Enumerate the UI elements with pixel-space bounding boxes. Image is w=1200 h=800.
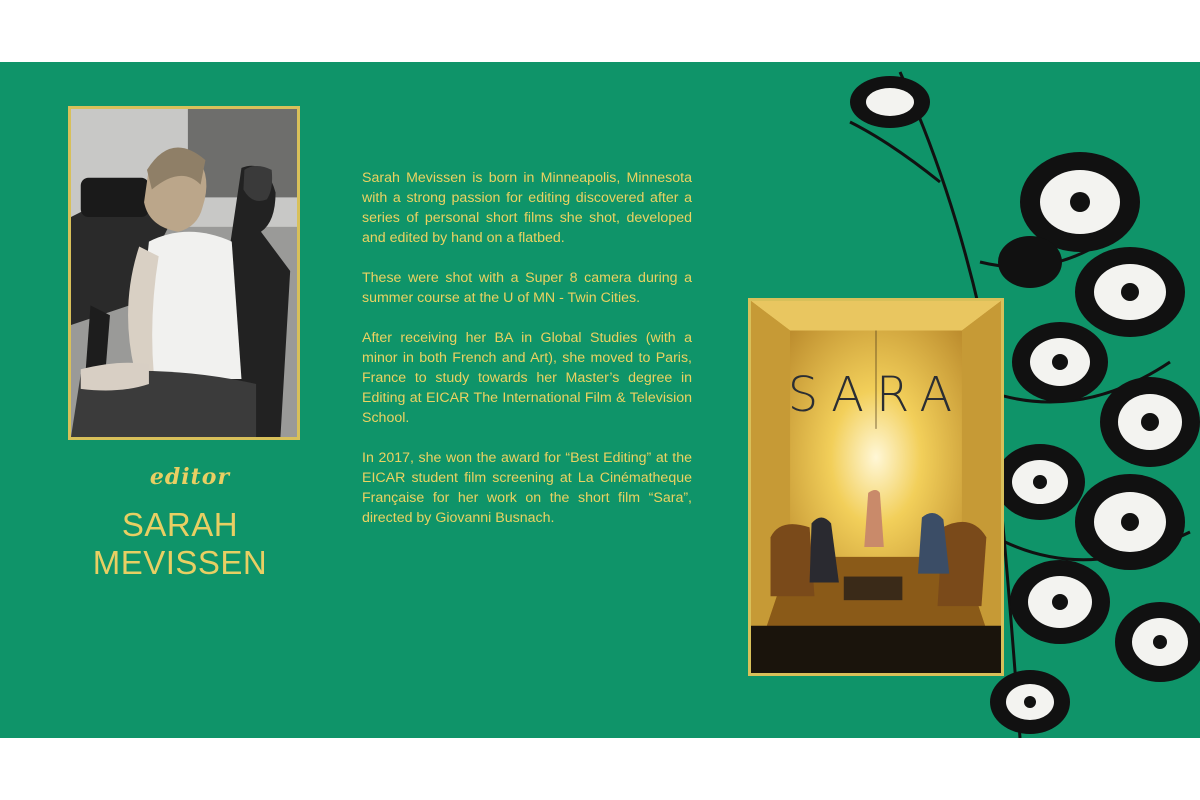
portrait-photo <box>68 106 300 440</box>
film-poster <box>748 298 1004 676</box>
bio-paragraph: After receiving her BA in Global Studies (with a minor in both French and Art), she moved to Paris, France to study towards her Master’s degree in Editing at EICAR The International Film & Television School. <box>362 330 692 426</box>
person-name: SARAH MEVISSEN <box>92 506 268 581</box>
role-label: editor <box>149 464 231 490</box>
bio-paragraph: These were shot with a Super 8 camera during a summer course at the U of MN - Twin Cities. <box>362 270 692 306</box>
poster-title: SARA <box>787 367 965 423</box>
bio-paragraph: In 2017, she won the award for “Best Editing” at the EICAR student film screening at La Cinématheque Française for her work on the short film “Sara”, directed by Giovanni Busnach. <box>362 450 692 526</box>
bio-paragraph: Sarah Mevissen is born in Minneapolis, Minnesota with a strong passion for editing discovered after a series of personal short films she shot, developed and edited by hand on a flatbed. <box>362 170 692 246</box>
bio-text <box>362 168 692 548</box>
